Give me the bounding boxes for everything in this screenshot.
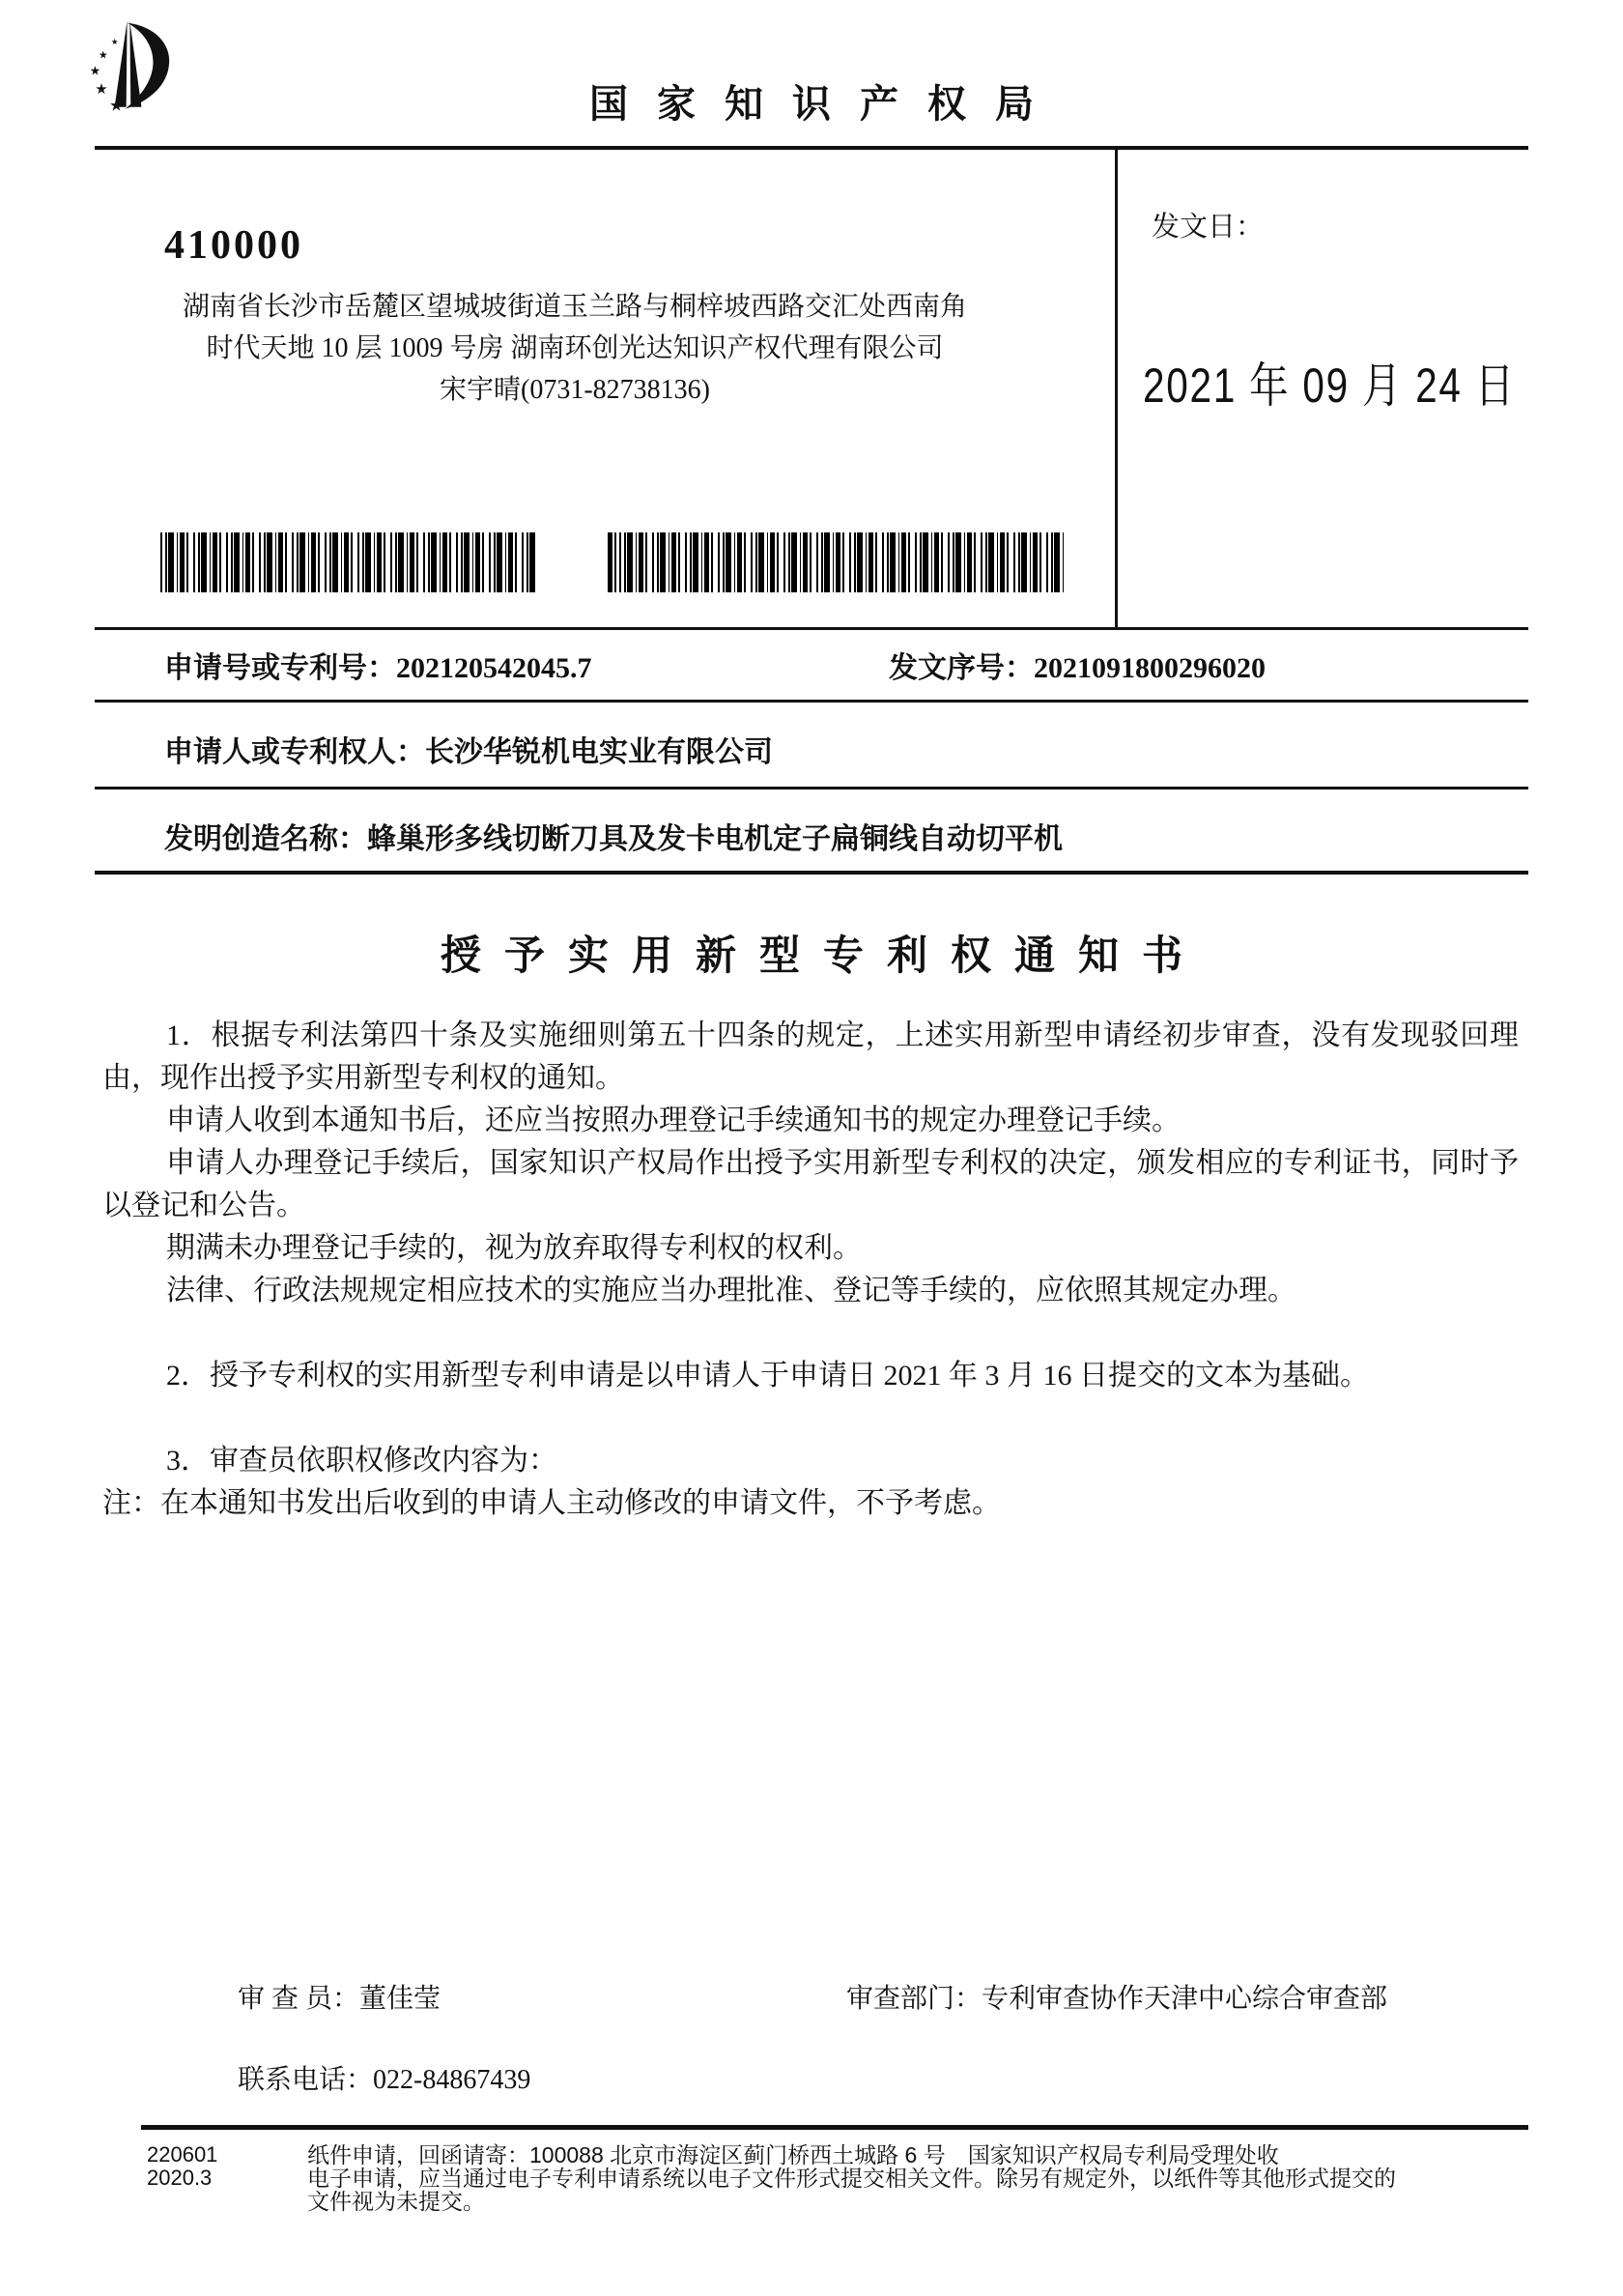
body-paragraph: 法律、行政法规规定相应技术的实施应当办理批准、登记等手续的，应依照其规定办理。 bbox=[166, 1275, 1296, 1306]
header-rule bbox=[95, 146, 1528, 150]
body-paragraph: 3．审查员依职权修改内容为： bbox=[166, 1445, 557, 1477]
application-number-label: 申请号或专利号： bbox=[164, 652, 396, 684]
applicant-value: 长沙华锐机电实业有限公司 bbox=[425, 736, 773, 768]
serial-number-group bbox=[889, 644, 1266, 686]
footer-note-line: 电子申请，应当通过电子专利申请系统以电子文件形式提交相关文件。除另有规定外，以纸件等其他形式提交的 bbox=[307, 2166, 1396, 2191]
footer-form-version: 2020.3 bbox=[147, 2166, 213, 2190]
footer-form-codes bbox=[147, 2143, 217, 2190]
invention-name-row bbox=[164, 815, 1526, 857]
section-rule-3 bbox=[95, 787, 1528, 789]
recipient-address bbox=[97, 286, 1053, 411]
examiner-label: 审 查 员： bbox=[238, 1984, 360, 2014]
body-paragraph-note: 注：在本通知书发出后收到的申请人主动修改的申请文件，不予考虑。 bbox=[102, 1487, 1001, 1519]
section-rule-1 bbox=[95, 627, 1528, 630]
department-label: 审查部门： bbox=[846, 1984, 982, 2014]
phone-number: 022-84867439 bbox=[373, 2065, 531, 2095]
address-line-1: 湖南省长沙市岳麓区望城坡街道玉兰路与桐梓坡西路交汇处西南角 bbox=[182, 292, 967, 322]
footer-form-code: 220601 bbox=[147, 2142, 218, 2167]
address-date-divider bbox=[1115, 146, 1118, 629]
serial-number-value: 2021091800296020 bbox=[1034, 652, 1266, 684]
footer-note-line: 文件视为未提交。 bbox=[307, 2189, 485, 2214]
svg-text:★: ★ bbox=[89, 63, 101, 78]
address-line-2: 时代天地 10 层 1009 号房 湖南环创光达知识产权代理有限公司 bbox=[206, 333, 944, 363]
svg-text:★: ★ bbox=[95, 81, 108, 98]
section-rule-2 bbox=[95, 700, 1528, 703]
address-line-3: 宋宇晴(0731-82738136) bbox=[440, 375, 710, 405]
phone-row bbox=[238, 2058, 530, 2097]
svg-text:★: ★ bbox=[109, 96, 125, 115]
notice-title: 授予实用新型专利权通知书 bbox=[440, 934, 1207, 979]
body-paragraph: 申请人收到本通知书后，还应当按照办理登记手续通知书的规定办理登记手续。 bbox=[166, 1105, 1181, 1136]
application-number-row bbox=[164, 644, 1526, 686]
body-paragraph: 申请人办理登记手续后，国家知识产权局作出授予实用新型专利权的决定，颁发相应的专利证书，同时予以登记和公告。 bbox=[102, 1147, 1519, 1221]
section-rule-4 bbox=[95, 871, 1528, 875]
agency-title: 国家知识产权局 bbox=[589, 82, 1063, 126]
cnipa-logo-icon bbox=[77, 17, 191, 116]
body-paragraph: 2．授予专利权的实用新型专利申请是以申请人于申请日 2021 年 3 月 16 日提交的文本为基础。 bbox=[166, 1360, 1369, 1392]
department-row bbox=[846, 1977, 1387, 2016]
phone-label: 联系电话： bbox=[238, 2065, 374, 2095]
examiner-name: 董佳莹 bbox=[359, 1984, 441, 2014]
department-name: 专利审查协作天津中心综合审查部 bbox=[982, 1984, 1388, 2014]
body-paragraph: 期满未办理登记手续的，视为放弃取得专利权的权利。 bbox=[166, 1232, 862, 1264]
examiner-row bbox=[238, 1977, 441, 2016]
svg-text:★: ★ bbox=[110, 37, 119, 46]
applicant-row bbox=[164, 728, 1526, 770]
footer-notes bbox=[307, 2143, 1526, 2213]
svg-text:★: ★ bbox=[98, 49, 108, 62]
notice-body bbox=[102, 1015, 1519, 1525]
dispatch-date-value: 2021 年 09 月 24 日 bbox=[1143, 358, 1516, 413]
serial-number-label: 发文序号： bbox=[889, 652, 1034, 684]
body-paragraph: 1．根据专利法第四十条及实施细则第五十四条的规定，上述实用新型申请经初步审查，没有发现驳回理由，现作出授予实用新型专利权的通知。 bbox=[102, 1019, 1519, 1094]
postal-code: 410000 bbox=[164, 223, 303, 268]
barcode-serial bbox=[607, 532, 1065, 592]
application-number-value: 202120542045.7 bbox=[396, 652, 592, 684]
invention-name-label: 发明创造名称： bbox=[164, 823, 367, 855]
applicant-label: 申请人或专利权人： bbox=[164, 736, 425, 768]
footer-rule bbox=[141, 2125, 1528, 2130]
barcode-application bbox=[160, 532, 535, 592]
footer-note-line: 纸件申请，回函请寄：100088 北京市海淀区蓟门桥西土城路 6 号 国家知识产权局专利局受理处收 bbox=[307, 2142, 1279, 2167]
invention-name-value: 蜂巢形多线切断刀具及发卡电机定子扁铜线自动切平机 bbox=[367, 823, 1063, 855]
dispatch-date-label: 发文日： bbox=[1152, 212, 1265, 243]
